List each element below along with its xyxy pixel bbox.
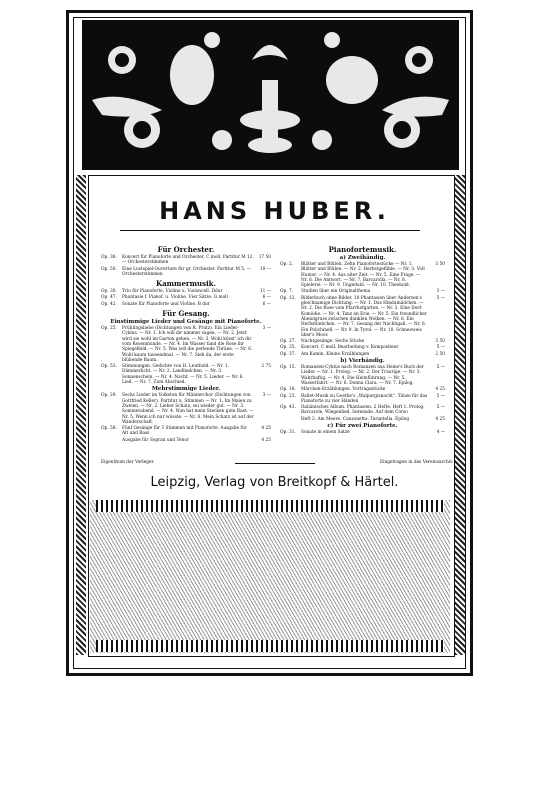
pattern-bottom-border bbox=[96, 640, 444, 652]
opus-number: Op. 30. bbox=[101, 289, 117, 295]
catalog-entry bbox=[280, 430, 445, 435]
price: 5 — bbox=[436, 295, 445, 301]
price: 11 — bbox=[259, 289, 271, 295]
opus-number: Op. 29. bbox=[101, 393, 117, 399]
catalog-entry bbox=[280, 339, 445, 344]
price: 17 50 bbox=[258, 255, 271, 260]
price: 4 25 bbox=[261, 437, 271, 443]
catalog-entry bbox=[101, 438, 271, 443]
catalog-entry bbox=[101, 255, 271, 266]
price: 3 — bbox=[262, 393, 271, 399]
catalog-entry bbox=[101, 267, 271, 278]
opus-number bbox=[280, 417, 298, 422]
work-title: Sonate in einem Satze bbox=[301, 430, 350, 436]
work-title: Fünf Gesänge für 3 Stimmen mit Pianoforte. Ausgabe für Alt und Bass bbox=[122, 426, 247, 437]
right-ornament-band bbox=[455, 175, 465, 655]
opus-number: Op. 35. bbox=[280, 345, 296, 351]
opus-number: Op. 53. bbox=[101, 364, 117, 370]
work-title: Bilderbuch ohne Bilder. 10 Phantasien über Andersen's gleichnamige Dichtung. — Nr. 1. Das Hindumädchen. — Nr. 2. Die Rose vom Pfarrhofgarten. — Nr. 3. Eine Dorf-Komödie. — Nr. 4. Tanz an Erie. — Nr. 5. Ein freundlicher Abendgruss zwischen dunklen Wolken. — Nr. 6. Ein Herbstliebchen. — Nr. 7. Gesang der Nachtigall. — Nr. 8. Ein Polichinell. — Nr. 9. In Tyrol. — Nr. 10. Schneeweis über's Moor. bbox=[301, 295, 427, 338]
price: 6 — bbox=[262, 301, 271, 307]
price: 3 — bbox=[262, 326, 271, 332]
publisher-line: Leipzig, Verlag von Breitkopf & Härtel. bbox=[150, 475, 399, 490]
catalog-entry bbox=[280, 417, 445, 422]
work-title: Am Kamin. Kleine Erzählungen bbox=[301, 351, 370, 357]
catalog-entry bbox=[101, 426, 271, 437]
opus-number: Op. 37. bbox=[280, 351, 296, 357]
work-title: Trio für Pianoforte, Violine u. Violoncell. Ddur bbox=[122, 289, 223, 295]
two-pianos-subheading: c) Für zwei Pianoforte. bbox=[327, 423, 398, 430]
opus-number: Op. 27. bbox=[280, 339, 296, 345]
opus-number: Op. 43. bbox=[280, 405, 296, 411]
left-column bbox=[101, 243, 271, 444]
work-title: Frühlingsliebe (Dichtungen von R. Prutz). Ein Lieder-Cyklus. — Nr. 1. Ich will dir nimmer sagen. — Nr. 2. Jetzt wird sie wohl im Garten gehen. — Nr. 3. Wohl küsst' ich dir vom Rosenmunde. — Nr. 4. Im Wasser fand die Rose ihr Spiegelbild. — Nr. 5. Was soll die perlende Thräne. — Nr. 6. Wohl kaum tausendmal. — Nr. 7. Sieh da, der erste blühende Baum. bbox=[122, 326, 253, 363]
registration-notice: Eingetragen in das Vereinsarchiv. bbox=[380, 460, 454, 465]
catalog-entry bbox=[101, 326, 271, 363]
opus-number: Op. 31. bbox=[280, 430, 296, 436]
work-title: Sechs Lieder im Volkston für Männerchor (Dichtungen von Gottfried Keller). Partitur u. Stimmen — Nr. 1. Im Maien zu Zweien. — Nr. 2. Lieber Schatz, sei wieder gut. — Nr. 3. Sommerabend. — Nr. 4. Nun hat mein Stecken gute Rast. — Nr. 5. Wenn ich nur wüsste. — Nr. 6. Mein Schatz ist auf der Wanderschaft. bbox=[122, 393, 254, 425]
work-title: Phantasie f. Pianof. u. Violine. Vier Sätze. G moll bbox=[122, 295, 228, 301]
pattern-top-border bbox=[96, 500, 444, 512]
price: 5 — bbox=[436, 405, 445, 411]
price: 2 50 bbox=[435, 351, 445, 357]
catalog-entry bbox=[280, 387, 445, 392]
catalog-entry bbox=[280, 365, 445, 386]
price: 10 — bbox=[259, 266, 271, 272]
catalog-entry bbox=[280, 289, 445, 294]
price: 3 50 bbox=[435, 262, 445, 267]
opus-number: Op. 50. bbox=[101, 266, 117, 272]
price: 3 50 bbox=[435, 339, 445, 345]
opus-number: Op. 16. bbox=[280, 387, 296, 393]
work-title: Studien über ein Originalthema bbox=[301, 289, 371, 295]
work-title: Koncert für Pianoforte und Orchester, C moll. Partitur M 12. — Orchesterstimmen bbox=[122, 255, 254, 266]
price: 4 25 bbox=[435, 387, 445, 393]
chamber-heading: Kammermusik. bbox=[156, 279, 216, 289]
catalog-entry bbox=[280, 352, 445, 357]
opus-number: Op. 15. bbox=[280, 365, 296, 371]
price: 5 — bbox=[436, 345, 445, 351]
composer-name: HANS HUBER. bbox=[159, 197, 390, 225]
opus-number: Op. 12. bbox=[280, 295, 296, 301]
work-title: Märchen-Erzählungen. Vortragsstücke bbox=[301, 387, 386, 393]
orchestra-heading: Für Orchester. bbox=[157, 245, 215, 254]
two-hands-subheading: a) Zweihändig. bbox=[339, 255, 386, 261]
catalog-entry bbox=[101, 295, 271, 300]
catalog-entry bbox=[280, 262, 445, 288]
catalog-entry bbox=[101, 289, 271, 294]
catalog-entry bbox=[280, 345, 445, 350]
vocal-subheading: Einstimmige Lieder und Gesänge mit Pianoforte. bbox=[110, 319, 262, 326]
price: 4 25 bbox=[261, 426, 271, 432]
multi-voice-subheading: Mehrstimmige Lieder. bbox=[151, 386, 221, 393]
work-title: Nachtgesänge. Sechs Stücke bbox=[301, 339, 365, 345]
price: 5 — bbox=[436, 393, 445, 399]
work-title: Koncert. C moll. Bearbeitung v. Kompositeur bbox=[301, 345, 399, 351]
piano-heading: Pianofortemusik. bbox=[328, 245, 397, 254]
work-title: Eine Lustspiel-Ouverture für gr. Orchester. Partitur M 5. — Orchesterstimmen bbox=[122, 266, 251, 277]
price: 2 75 bbox=[261, 364, 271, 370]
opus-number: Op. 42. bbox=[101, 301, 117, 307]
work-title: Ballet-Musik zu Goethe's „Walpurgisnacht“. Tänze für das Pianoforte zu vier Händen bbox=[301, 393, 428, 404]
opus-number: Op. 47. bbox=[101, 295, 117, 301]
price: 4 25 bbox=[435, 416, 445, 422]
left-ornament-band bbox=[76, 175, 86, 655]
property-notice: Eigenthum der Verleger. bbox=[101, 460, 155, 465]
work-title: Romanzen-Cyklus nach Romanzen aus Heine's Buch der Lieder — Nr. 1. Prolog. — Nr. 2. Der Traurige. — Nr. 3. Wahrhaftig. — Nr. 4. Die Heimführung. — Nr. 5. Wasserfahrt. — Nr. 6. Donna Clara. — Nr. 7. Epilog. bbox=[301, 365, 424, 386]
decorative-pattern bbox=[90, 500, 450, 653]
opus-number: Op. 36. bbox=[101, 255, 117, 260]
work-title: Ausgabe für Sopran und Tenor bbox=[122, 437, 189, 443]
catalog-entry bbox=[101, 364, 271, 385]
right-column bbox=[280, 243, 445, 436]
opus-number: Op. 2. bbox=[280, 262, 294, 267]
ornamental-header-image bbox=[82, 20, 459, 170]
opus-number: Op. 23. bbox=[280, 393, 296, 399]
work-title: Heft 2. Am Meere. Canzonetta. Tarantella. Epilog bbox=[301, 416, 410, 422]
work-title: Stimmungen. Gedichte von H. Leuthold. — Nr. 1. Dämmerlicht. — Nr. 2. Landliedchen. — Nr. 3. Sonnenschein. — Nr. 4. Nacht. — Nr. 5. Lieder. — Nr. 6. Lied. — Nr. 7. Zum Abschied. bbox=[122, 364, 244, 386]
four-hands-subheading: b) Vierhändig. bbox=[340, 358, 385, 365]
opus-number: Op. 25. bbox=[101, 326, 117, 332]
opus-number: Op. 7. bbox=[280, 289, 294, 295]
price: 5 — bbox=[436, 365, 445, 371]
work-title: Blätter und Blüten. Zehn Pianofortestücke — Nr. 1. Blätter und Blüten. — Nr. 2. Herbstgefühle. — Nr. 3. Voll Humor. — Nr. 4. Aus alter Zeit. — Nr. 5. Eine Frage. — Nr. 6. Die Antwort. — Nr. 7. Barcarolla. — Nr. 8. Spielerei. — Nr. 9. Ungeduld. — Nr. 10. Theobold. bbox=[301, 262, 425, 289]
catalog-entry bbox=[101, 302, 271, 307]
catalog-entry bbox=[280, 394, 445, 405]
catalog-entry bbox=[101, 393, 271, 425]
price: 4 — bbox=[436, 430, 445, 436]
footer-rule bbox=[235, 463, 315, 464]
opus-number: Op. 58. bbox=[101, 426, 117, 432]
work-title: Sonate für Pianoforte und Violine. B dur bbox=[122, 301, 210, 307]
work-title: Italiänisches Album. Phantasien. 2 Hefte. Heft 1. Prolog. Barcarole. Wiegenlied. Serenade. Auf dem Corso bbox=[301, 405, 425, 416]
catalog-entry bbox=[280, 296, 445, 338]
vocal-heading: Für Gesang. bbox=[162, 309, 210, 319]
divider bbox=[120, 230, 420, 231]
catalog-entry bbox=[280, 405, 445, 416]
price: 3 — bbox=[436, 289, 445, 295]
price: 6 — bbox=[262, 295, 271, 301]
opus-number bbox=[101, 438, 119, 443]
